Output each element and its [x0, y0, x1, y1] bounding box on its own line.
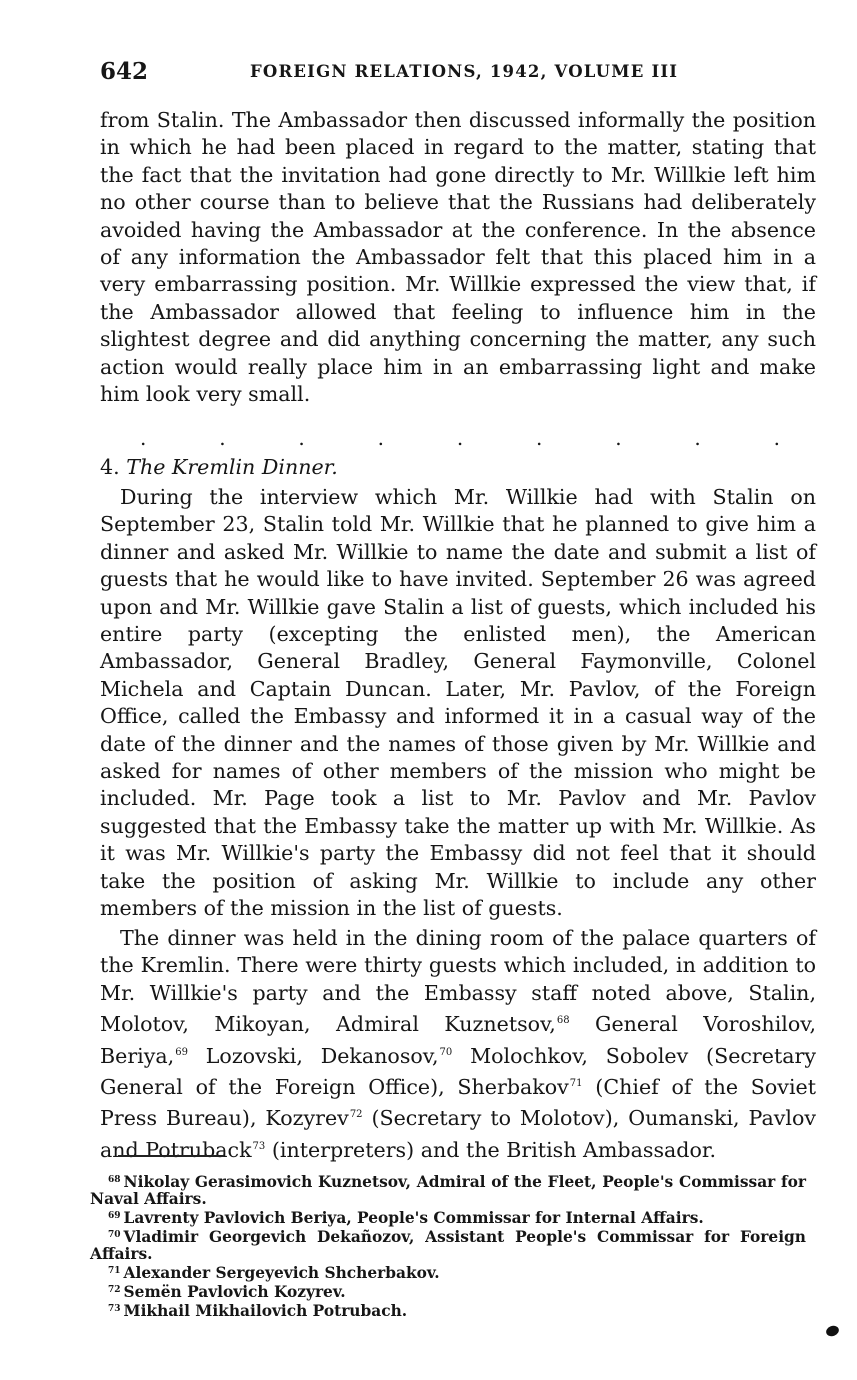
footnote-70: [90, 1227, 806, 1263]
page-number: 642: [100, 58, 149, 85]
footnotes: [90, 1172, 806, 1320]
ellipsis-dot: .: [377, 426, 384, 450]
footnote-text: Lavrenty Pavlovich Beriya, People's Commissar for Internal Affairs.: [123, 1209, 704, 1227]
page-header: [100, 58, 820, 88]
ellipsis-dot: .: [456, 426, 464, 450]
ellipsis-dot: .: [140, 426, 147, 450]
section-heading: [100, 455, 338, 479]
ellipsis-dot: .: [298, 426, 305, 450]
footnote-71: [90, 1263, 806, 1282]
footnote-text: Alexander Sergeyevich Shcherbakov.: [123, 1264, 440, 1282]
footnote-number: 68: [108, 1175, 121, 1185]
ellipsis-dot: .: [694, 426, 701, 450]
footnote-ref: 72: [349, 1109, 363, 1121]
footnote-number: 72: [108, 1285, 121, 1295]
footnote-72: [90, 1282, 806, 1301]
ellipsis-dot: .: [219, 426, 226, 450]
ellipsis-row: [140, 426, 780, 450]
text-run: General Voroshilov, Beriya,: [100, 1012, 816, 1068]
text-run: The dinner was held in the dining room of the palace quarters of the Kremlin. There were thirty guests which included, in addition to Mr. Willkie's party and the Embassy staff noted above, Stalin, Molotov, Mikoyan, Admiral Kuznetsov,: [100, 926, 816, 1037]
footnote-73: [90, 1301, 806, 1320]
running-head: FOREIGN RELATIONS, 1942, VOLUME III: [250, 62, 679, 81]
section-title: The Kremlin Dinner.: [126, 455, 338, 479]
ellipsis-dot: .: [773, 426, 780, 450]
text-run: (Chief of the Soviet Press Bureau), Kozyrev: [100, 1075, 816, 1131]
ink-spot-mark: [825, 1324, 841, 1338]
paragraph-interview: During the interview which Mr. Willkie had with Stalin on September 23, Stalin told Mr. Willkie that he planned to give him a dinner and asked Mr. Willkie to name the date and submit a list of guests that he would like to have invited. September 26 was agreed upon and Mr. Willkie gave Stalin a list of guests, which included his entire party (excepting the enlisted men), the American Ambassador, General Bradley, General Faymonville, Colonel Michela and Captain Duncan. Later, Mr. Pavlov, of the Foreign Office, called the Embassy and informed it in a casual way of the date of the dinner and the names of those given by Mr. Willkie and asked for names of other members of the mission who might be included. Mr. Page took a list to Mr. Pavlov and Mr. Pavlov suggested that the Embassy take the matter up with Mr. Willkie. As it was Mr. Willkie's party the Embassy did not feel that it should take the position of asking Mr. Willkie to include any other members of the mission in the list of guests.: [100, 485, 816, 921]
section-number: 4.: [100, 455, 120, 479]
footnote-ref: 68: [556, 1015, 570, 1027]
text-run: Lozovski, Dekanosov,: [187, 1043, 439, 1068]
footnote-text: Vladimir Georgevich Dekañozov, Assistant People's Commissar for Foreign Affairs.: [90, 1228, 806, 1263]
paragraph-dinner: [100, 925, 816, 1164]
footnote-number: 70: [108, 1230, 121, 1240]
footnote-69: [90, 1208, 806, 1227]
text-run: Molochkov, Sobolev (Secretary General of the Foreign Office), Sherbakov: [100, 1043, 816, 1100]
footnote-number: 69: [108, 1211, 121, 1221]
text-run: (Secretary to Molotov), Oumanski, Pavlov and Potruback: [100, 1106, 816, 1162]
footnote-text: Nikolay Gerasimovich Kuznetsov, Admiral of the Fleet, People's Commissar for Naval Affairs.: [90, 1173, 806, 1208]
footnote-text: Semën Pavlovich Kozyrev.: [123, 1283, 346, 1301]
footnote-68: [90, 1172, 806, 1208]
footnote-text: Mikhail Mikhailovich Potrubach.: [123, 1302, 408, 1320]
paragraph-continued: from Stalin. The Ambassador then discussed informally the position in which he had been placed in regard to the matter, stating that the fact that the invitation had gone directly to Mr. Willkie left him no other course than to believe that the Russians had deliberately avoided having the Ambassador at the conference. In the absence of any information the Ambassador felt that this placed him in a very embarrassing position. Mr. Willkie expressed the view that, if the Ambassador allowed that feeling to influence him in the slightest degree and did anything concerning the matter, any such action would really place him in an embarrassing light and make him look very small.: [100, 108, 816, 407]
ellipsis-dot: .: [536, 426, 543, 450]
footnote-ref: 73: [252, 1140, 266, 1152]
footnote-ref: 70: [439, 1046, 453, 1058]
footnote-number: 71: [108, 1266, 121, 1276]
footnote-ref: 69: [175, 1046, 188, 1058]
footnote-number: 73: [108, 1304, 121, 1314]
footnote-ref: 71: [569, 1078, 583, 1090]
footnote-divider: [118, 1155, 224, 1157]
ellipsis-dot: .: [615, 426, 622, 450]
text-run: (interpreters) and the British Ambassador.: [265, 1137, 717, 1162]
